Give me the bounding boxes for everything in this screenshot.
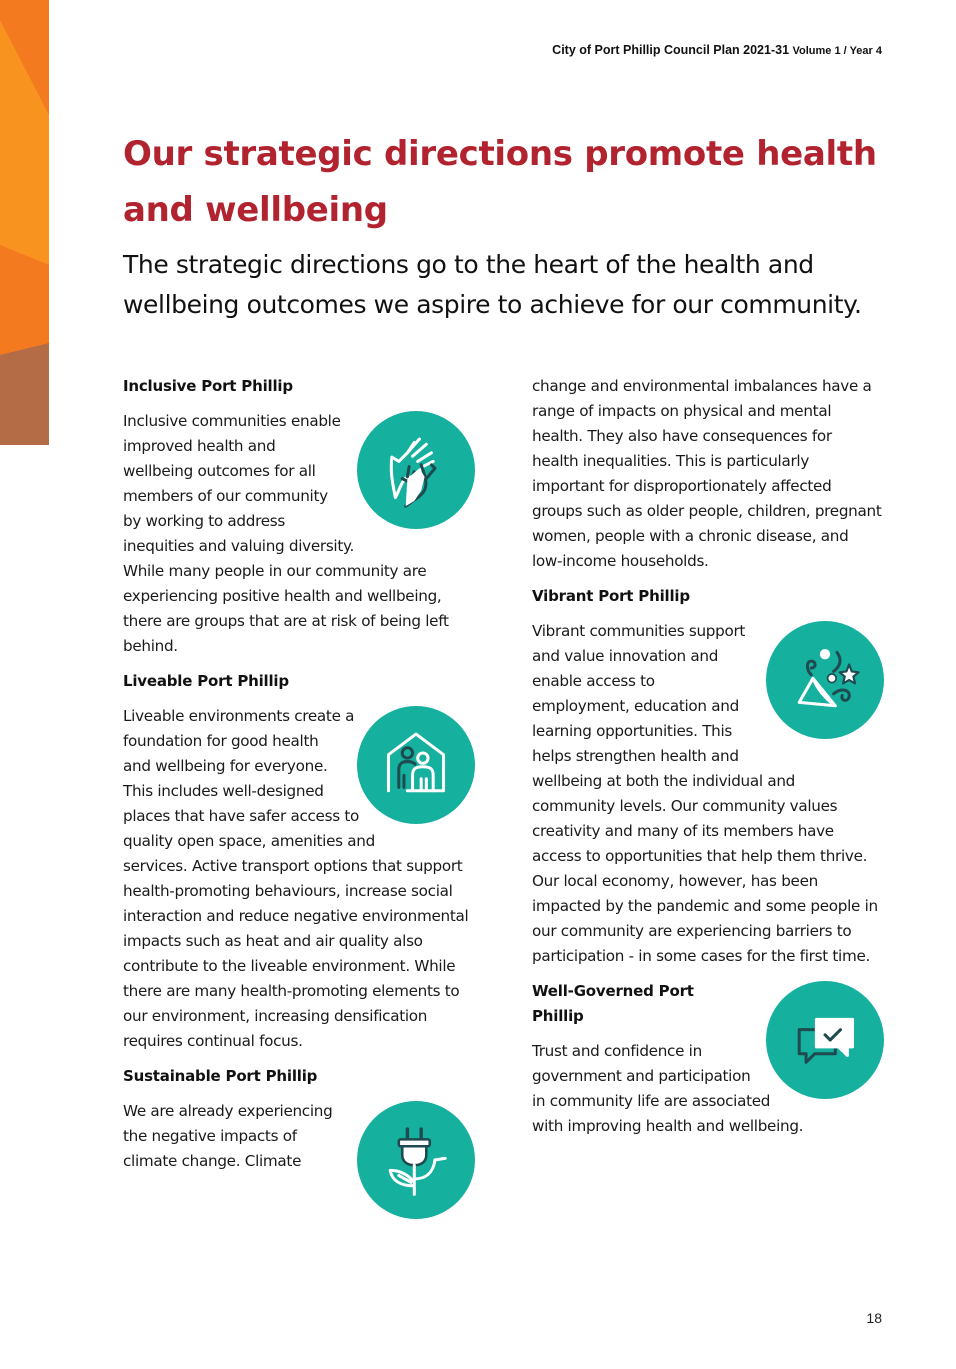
party-popper-icon bbox=[766, 621, 884, 739]
section-heading: Well-Governed Port Phillip bbox=[532, 982, 694, 1025]
left-column bbox=[123, 374, 473, 1225]
section-body: Trust and confidence in government and participation in community life are associated with improving health and wellbeing. bbox=[532, 1042, 804, 1135]
section-heading: Vibrant Port Phillip bbox=[532, 587, 690, 605]
lede-paragraph: The strategic directions go to the heart of the health and wellbeing outcomes we aspire to achieve for our community. bbox=[123, 250, 862, 319]
section-vibrant bbox=[532, 584, 882, 969]
section-sustainable bbox=[123, 1064, 473, 1174]
section-body-continued: change and environmental imbalances have a range of impacts on physical and mental health. They also have consequences for health inequalities. This is particularly important for disproportionately affected groups such as older people, children, pregnant women, people with a chronic disease, and low-income households. bbox=[532, 377, 882, 570]
section-heading: Liveable Port Phillip bbox=[123, 672, 289, 690]
page-number: 18 bbox=[866, 1310, 882, 1326]
section-inclusive bbox=[123, 374, 473, 659]
section-heading: Inclusive Port Phillip bbox=[123, 377, 293, 395]
house-people-icon bbox=[357, 706, 475, 824]
running-header bbox=[552, 43, 882, 57]
decorative-side-band bbox=[0, 0, 49, 445]
volume-label: Volume 1 / Year 4 bbox=[792, 45, 882, 57]
section-body: Liveable environments create a foundation for good health and wellbeing for everyone. This includes well-designed places that have safer access to quality open space, amenities and services. Active transport options that support health-promoting behaviours, increase social interaction and reduce negative environmental impacts such as heat and air quality also contribute to the liveable environment. While there are many health-promoting elements to our environment, increasing densification requires continual focus. bbox=[123, 707, 469, 1050]
section-well-governed bbox=[532, 979, 882, 1139]
chat-check-icon bbox=[766, 981, 884, 1099]
section-body: Vibrant communities support and value innovation and enable access to employment, education and learning opportunities. This helps strengthen health and wellbeing at both the individual and community levels. Our community values creativity and many of its members have access to opportunities that help them thrive. Our local economy, however, has been impacted by the pandemic and some people in our community are experiencing barriers to participation - in some cases for the first time. bbox=[532, 622, 878, 965]
section-heading: Sustainable Port Phillip bbox=[123, 1067, 318, 1085]
page-title: Our strategic directions promote health and wellbeing bbox=[123, 134, 877, 230]
section-liveable bbox=[123, 669, 473, 1054]
hands-icon bbox=[357, 411, 475, 529]
right-column bbox=[532, 374, 882, 1139]
section-body: We are already experiencing the negative impacts of climate change. Climate bbox=[123, 1102, 333, 1170]
plug-plant-icon bbox=[357, 1101, 475, 1219]
section-body: Inclusive communities enable improved health and wellbeing outcomes for all members of our community by working to address inequities and valuing diversity. While many people in our community are experiencing positive health and wellbeing, there are groups that are at risk of being left behind. bbox=[123, 412, 449, 655]
document-title: City of Port Phillip Council Plan 2021-31 bbox=[552, 43, 790, 57]
